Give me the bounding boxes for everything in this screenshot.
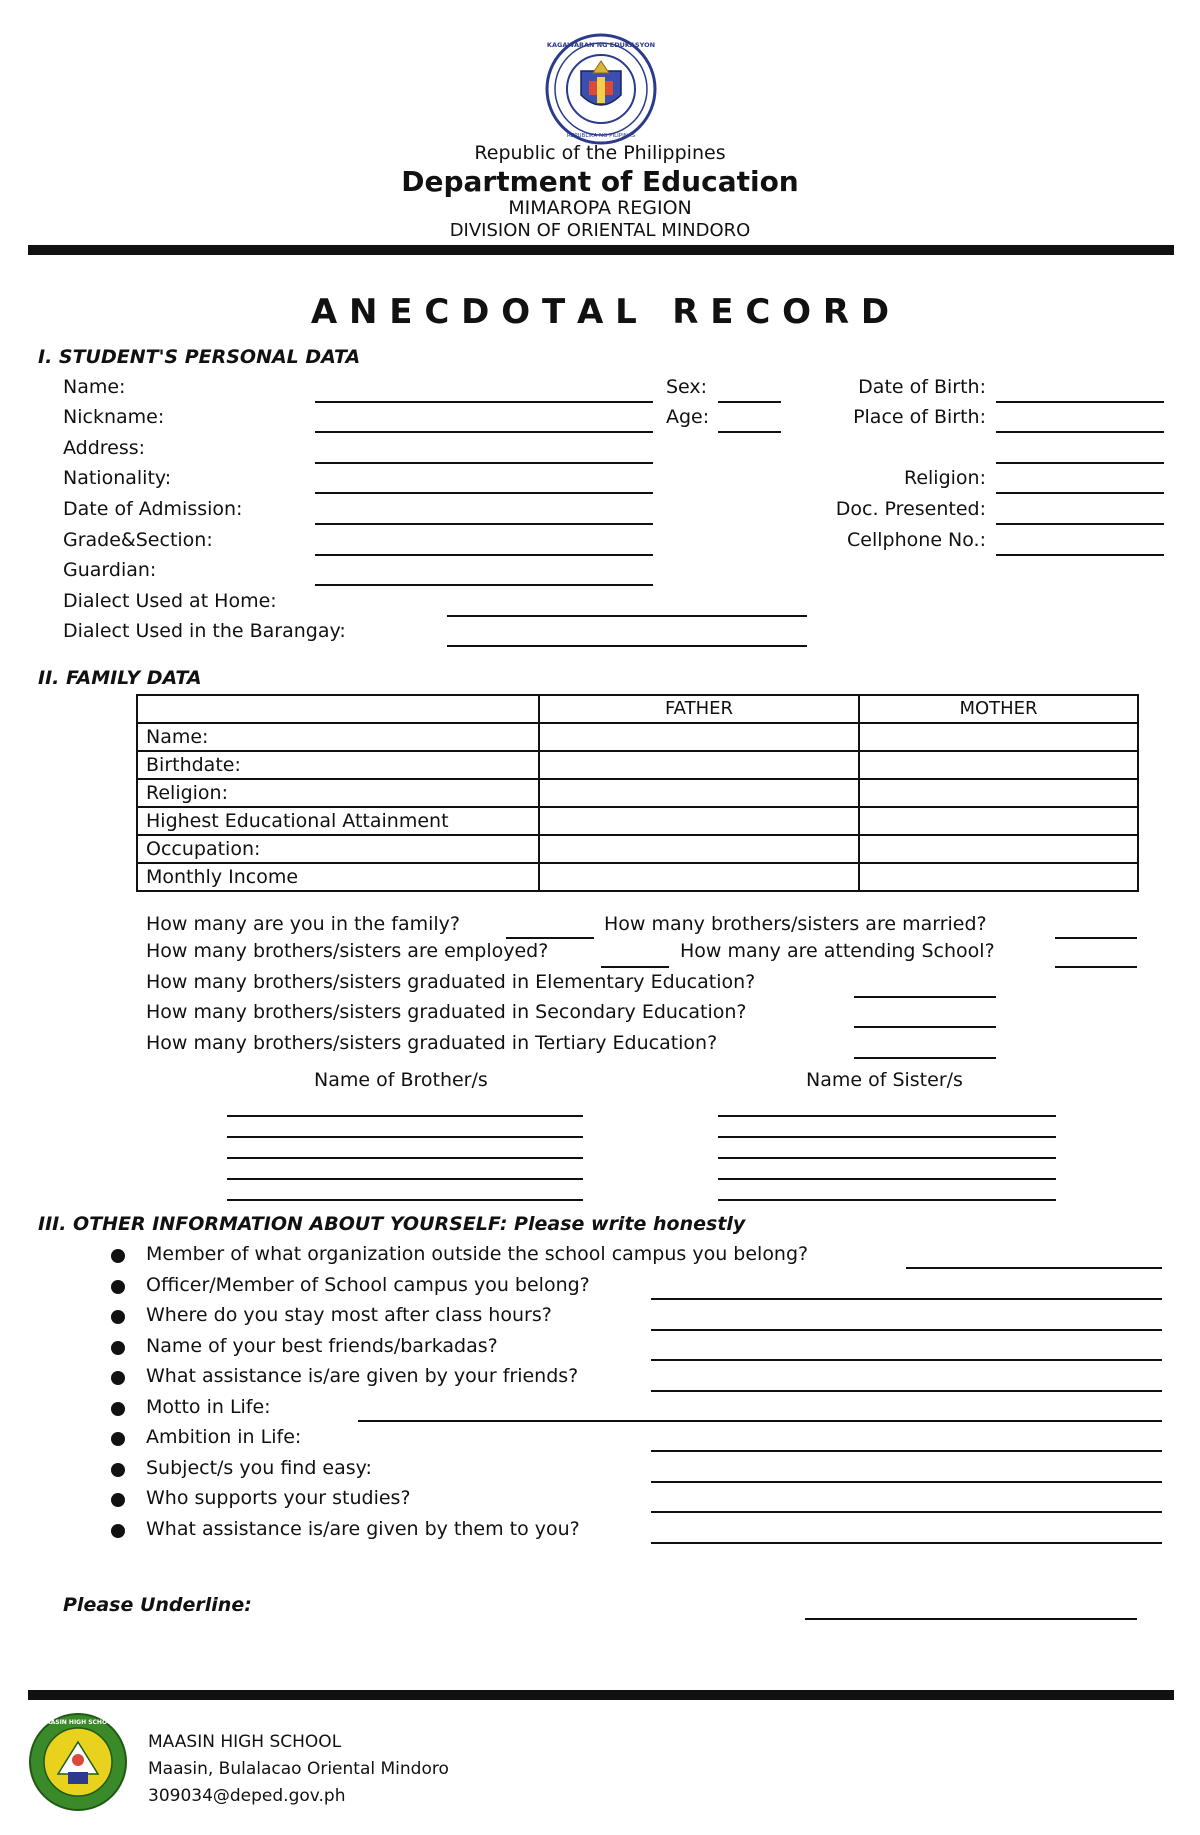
brother-name-line[interactable] xyxy=(227,1178,583,1180)
document-title: A N E C D O T A L R E C O R D xyxy=(310,292,890,332)
brothers-label: Name of Brother/s xyxy=(314,1069,488,1091)
father-cell[interactable] xyxy=(539,779,859,807)
family-row-label: Occupation: xyxy=(137,835,539,863)
label-nickname: Nickname: xyxy=(63,406,165,428)
logo-text: MAASIN HIGH SCHOOL xyxy=(40,1719,116,1726)
table-row xyxy=(137,751,1138,779)
field-stay-after-class[interactable] xyxy=(651,1329,1162,1331)
field-address[interactable] xyxy=(315,462,653,464)
other-item-label: Member of what organization outside the school campus you belong? xyxy=(146,1243,809,1265)
field-elementary[interactable] xyxy=(854,996,996,998)
header-divider xyxy=(28,245,1174,255)
republic-text: Republic of the Philippines xyxy=(474,142,726,164)
footer-school-name: MAASIN HIGH SCHOOL xyxy=(148,1732,342,1752)
label-age: Age: xyxy=(666,406,710,428)
bullet-icon xyxy=(111,1432,125,1446)
q-employed: How many brothers/sisters are employed? xyxy=(146,940,549,962)
mother-cell[interactable] xyxy=(859,807,1138,835)
mother-cell[interactable] xyxy=(859,723,1138,751)
label-date-of-admission: Date of Admission: xyxy=(63,498,243,520)
brother-name-line[interactable] xyxy=(227,1136,583,1138)
footer-divider xyxy=(28,1690,1174,1700)
bullet-icon xyxy=(111,1463,125,1477)
field-date-of-birth[interactable] xyxy=(996,401,1164,403)
other-item-label: Motto in Life: xyxy=(146,1396,271,1418)
seal-bottom-text: REPUBLIKA NG PILIPINAS xyxy=(566,133,636,139)
bullet-icon xyxy=(111,1493,125,1507)
sister-name-line[interactable] xyxy=(718,1115,1056,1117)
field-sex[interactable] xyxy=(718,401,781,403)
bullet-icon xyxy=(111,1402,125,1416)
sister-name-line[interactable] xyxy=(718,1178,1056,1180)
father-cell[interactable] xyxy=(539,863,859,891)
field-place-of-birth[interactable] xyxy=(996,431,1164,433)
field-religion[interactable] xyxy=(996,492,1164,494)
field-name[interactable] xyxy=(315,401,653,403)
label-dialect-barangay: Dialect Used in the Barangay: xyxy=(63,620,346,642)
table-row xyxy=(137,863,1138,891)
father-cell[interactable] xyxy=(539,751,859,779)
please-underline-label: Please Underline: xyxy=(63,1594,252,1616)
other-item-label: Who supports your studies? xyxy=(146,1487,411,1509)
family-row-label: Birthdate: xyxy=(137,751,539,779)
q-elementary: How many brothers/sisters graduated in Elementary Education? xyxy=(146,971,756,993)
mother-cell[interactable] xyxy=(859,863,1138,891)
footer-school-address: Maasin, Bulalacao Oriental Mindoro xyxy=(148,1759,449,1779)
bullet-icon xyxy=(111,1524,125,1538)
brother-name-line[interactable] xyxy=(227,1157,583,1159)
seal-top-text: KAGAWARAN NG EDUKASYON xyxy=(546,41,656,49)
field-nickname[interactable] xyxy=(315,431,653,433)
field-motto[interactable] xyxy=(358,1420,1162,1422)
q-secondary: How many brothers/sisters graduated in Secondary Education? xyxy=(146,1001,747,1023)
field-their-assistance[interactable] xyxy=(651,1542,1162,1544)
brother-name-line[interactable] xyxy=(227,1199,583,1201)
sisters-label: Name of Sister/s xyxy=(806,1069,963,1091)
table-row xyxy=(137,723,1138,751)
family-header-blank xyxy=(137,695,539,723)
bullet-icon xyxy=(111,1371,125,1385)
bullet-icon xyxy=(111,1280,125,1294)
section-other-heading: III. OTHER INFORMATION ABOUT YOURSELF: Please write honestly xyxy=(38,1213,746,1235)
field-nationality[interactable] xyxy=(315,492,653,494)
field-tertiary[interactable] xyxy=(854,1057,996,1059)
family-row-label: Highest Educational Attainment xyxy=(137,807,539,835)
q-attending: How many are attending School? xyxy=(680,940,995,962)
division-text: DIVISION OF ORIENTAL MINDORO xyxy=(449,220,751,241)
sister-name-line[interactable] xyxy=(718,1199,1056,1201)
field-best-friends[interactable] xyxy=(651,1359,1162,1361)
field-friends-assistance[interactable] xyxy=(651,1390,1162,1392)
label-date-of-birth: Date of Birth: xyxy=(858,376,986,398)
field-ambition[interactable] xyxy=(651,1450,1162,1452)
label-religion: Religion: xyxy=(903,467,986,489)
sister-name-line[interactable] xyxy=(718,1157,1056,1159)
mother-cell[interactable] xyxy=(859,835,1138,863)
other-item-label: Where do you stay most after class hours? xyxy=(146,1304,552,1326)
family-table xyxy=(136,694,1139,892)
field-doc-presented[interactable] xyxy=(996,523,1164,525)
field-secondary[interactable] xyxy=(854,1026,996,1028)
table-row xyxy=(137,779,1138,807)
label-name: Name: xyxy=(63,376,126,398)
other-item-label: Subject/s you find easy: xyxy=(146,1457,372,1479)
other-item-label: Name of your best friends/barkadas? xyxy=(146,1335,498,1357)
field-school-org[interactable] xyxy=(651,1298,1162,1300)
other-item-label: Ambition in Life: xyxy=(146,1426,302,1448)
school-logo xyxy=(28,1712,128,1812)
brother-name-line[interactable] xyxy=(227,1115,583,1117)
father-cell[interactable] xyxy=(539,723,859,751)
footer-school-email: 309034@deped.gov.ph xyxy=(148,1786,346,1806)
bullet-icon xyxy=(111,1249,125,1263)
label-doc-presented: Doc. Presented: xyxy=(835,498,986,520)
father-cell[interactable] xyxy=(539,807,859,835)
family-row-label: Name: xyxy=(137,723,539,751)
label-place-of-birth: Place of Birth: xyxy=(853,406,986,428)
other-item-label: What assistance is/are given by them to you? xyxy=(146,1518,580,1540)
sister-name-line[interactable] xyxy=(718,1136,1056,1138)
field-organization[interactable] xyxy=(906,1267,1162,1269)
family-row-label: Religion: xyxy=(137,779,539,807)
family-header-mother: MOTHER xyxy=(859,695,1138,723)
table-row xyxy=(137,807,1138,835)
label-sex: Sex: xyxy=(666,376,708,398)
field-attending[interactable] xyxy=(1055,966,1137,968)
field-easy-subjects[interactable] xyxy=(651,1481,1162,1483)
field-dialect-home[interactable] xyxy=(447,615,807,617)
field-married[interactable] xyxy=(1055,937,1137,939)
department-title: Department of Education xyxy=(401,165,799,198)
family-row-label: Monthly Income xyxy=(137,863,539,891)
field-guardian[interactable] xyxy=(315,584,653,586)
q-married: How many brothers/sisters are married? xyxy=(604,913,987,935)
field-grade-section[interactable] xyxy=(315,554,653,556)
other-item-label: Officer/Member of School campus you belong? xyxy=(146,1274,590,1296)
field-family-position[interactable] xyxy=(506,937,594,939)
mother-cell[interactable] xyxy=(859,779,1138,807)
table-row xyxy=(137,835,1138,863)
field-supporters[interactable] xyxy=(651,1511,1162,1513)
field-date-of-admission[interactable] xyxy=(315,523,653,525)
section-family-heading: II. FAMILY DATA xyxy=(38,667,202,689)
other-item-label: What assistance is/are given by your friends? xyxy=(146,1365,579,1387)
field-age[interactable] xyxy=(718,431,781,433)
label-address: Address: xyxy=(63,437,146,459)
region-text: MIMAROPA REGION xyxy=(508,197,692,219)
label-grade-section: Grade&Section: xyxy=(63,529,213,551)
label-guardian: Guardian: xyxy=(63,559,157,581)
label-cellphone: Cellphone No.: xyxy=(847,529,986,551)
section-personal-heading: I. STUDENT'S PERSONAL DATA xyxy=(38,346,361,368)
mother-cell[interactable] xyxy=(859,751,1138,779)
deped-seal xyxy=(545,33,657,145)
bullet-icon xyxy=(111,1341,125,1355)
label-nationality: Nationality: xyxy=(63,467,172,489)
q-tertiary: How many brothers/sisters graduated in Tertiary Education? xyxy=(146,1032,718,1054)
q-family-position: How many are you in the family? xyxy=(146,913,460,935)
field-employed[interactable] xyxy=(601,966,669,968)
field-dialect-barangay[interactable] xyxy=(447,645,807,647)
label-dialect-home: Dialect Used at Home: xyxy=(63,590,277,612)
bullet-icon xyxy=(111,1310,125,1324)
field-cellphone[interactable] xyxy=(996,554,1164,556)
father-cell[interactable] xyxy=(539,835,859,863)
field-please-underline[interactable] xyxy=(805,1618,1137,1620)
family-table-header xyxy=(137,695,1138,723)
family-header-father: FATHER xyxy=(539,695,859,723)
field-place-of-birth-2[interactable] xyxy=(996,462,1164,464)
